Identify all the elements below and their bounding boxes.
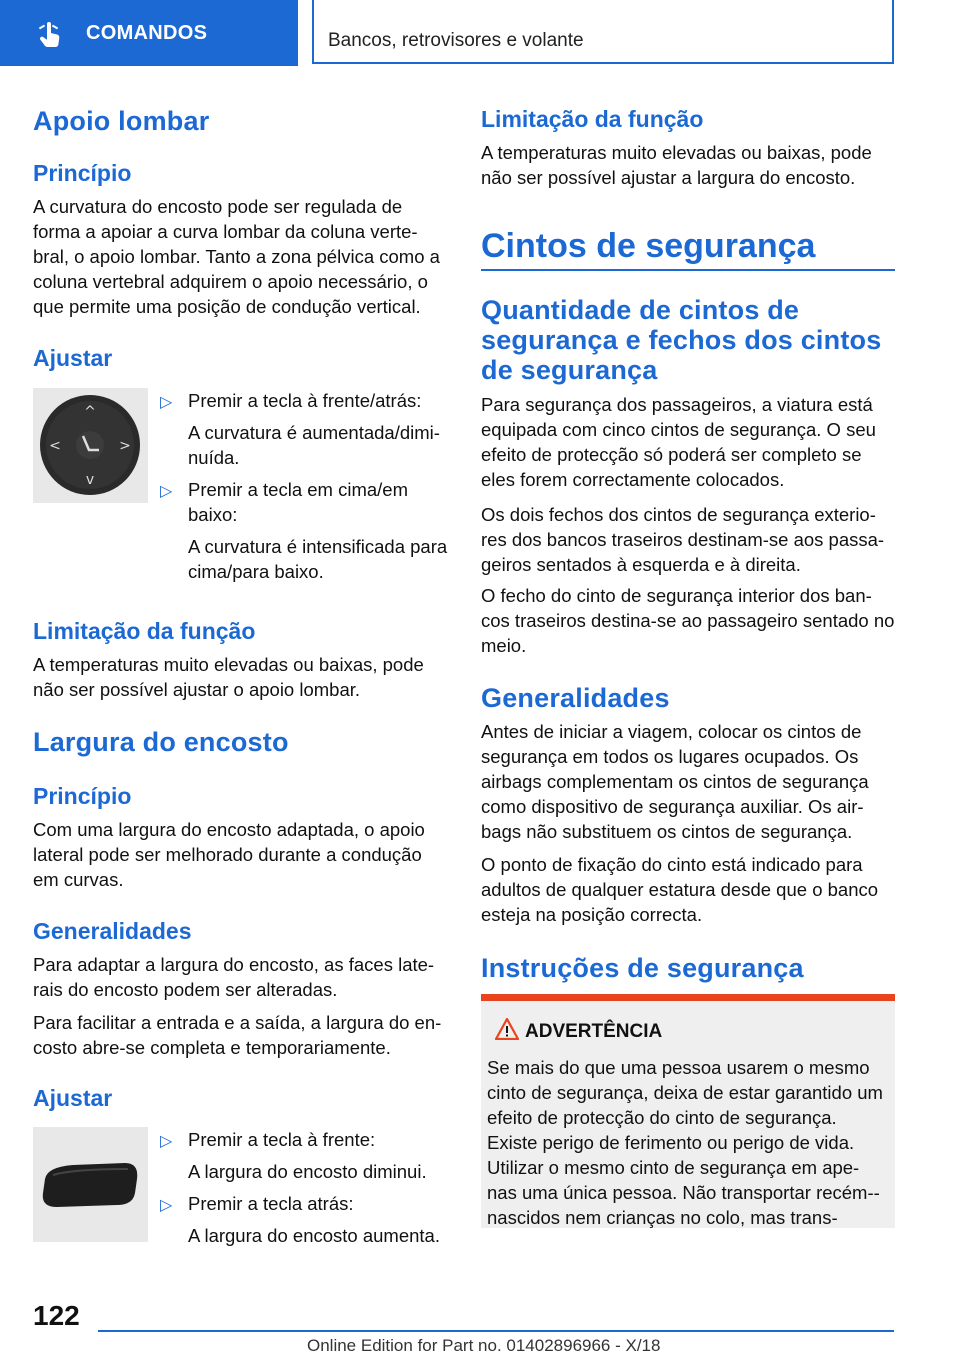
footer-edition: Online Edition for Part no. 01402896966 - X/18 (307, 1336, 661, 1355)
paragraph-principio-lombar: A curvatura do encosto pode ser regulada de forma a apoiar a curva lombar da coluna verte-bral, o apoio lombar. Tanto a zona pélvica como a coluna vertebral adquirem o apoio necessário, o que permite uma posição de condução vertical. (33, 196, 440, 317)
heading-cintos-seguranca: Cintos de segurança (481, 227, 816, 265)
width-control-image (33, 1127, 148, 1242)
heading-instrucoes-seguranca: Instruções de segurança (481, 953, 804, 983)
paragraph-quantidade-3: O fecho do cinto de segurança interior dos ban-cos traseiros destina-se ao passageiro sentado no meio. (481, 585, 895, 656)
paragraph-quantidade-1: Para segurança dos passageiros, a viatura está equipada com cinco cintos de segurança. O seu efeito de protecção só poderá ser completo se eles forem correctamente colocados. (481, 394, 876, 490)
step-item (160, 477, 450, 527)
warning-box (481, 994, 895, 1228)
heading-principio: Princípio (33, 160, 132, 186)
warning-title (481, 1021, 895, 1043)
triangle-bullet-icon: ▷ (160, 1133, 173, 1150)
section-rule (481, 269, 895, 271)
svg-text:<: < (49, 438, 61, 454)
paragraph-generalidades-1: Para adaptar a largura do encosto, as faces late-rais do encosto podem ser alteradas. (33, 954, 435, 1000)
step-action: Premir a tecla em cima/em baixo: (188, 479, 408, 525)
paragraph-principio-largura: Com uma largura do encosto adaptada, o apoio lateral pode ser melhorado durante a condução em curvas. (33, 819, 425, 890)
step-action: Premir a tecla à frente/atrás: (188, 390, 422, 411)
page-header (0, 0, 960, 66)
paragraph-quantidade-2: Os dois fechos dos cintos de segurança exterio-res dos bancos traseiros destinam-se aos passa-geiros sentados à esquerda e à direita. (481, 504, 885, 575)
paragraph-limitacao: A temperaturas muito elevadas ou baixas, pode não ser possível ajustar o apoio lombar. (33, 654, 424, 700)
heading-apoio-lombar: Apoio lombar (33, 106, 210, 136)
warning-bar (481, 994, 895, 1001)
step-result: A curvatura é aumentada/dimi-nuída. (188, 422, 440, 468)
triangle-bullet-icon: ▷ (160, 394, 173, 411)
width-steps (160, 1127, 450, 1255)
step-result: A curvatura é intensificada para cima/para baixo. (188, 536, 448, 582)
section-tab-label: COMANDOS (86, 22, 208, 44)
paragraph-generalidades-1: Antes de iniciar a viagem, colocar os cintos de segurança em todos os lugares ocupados. Os airbags complementam os cintos de segurança como dispositivo de segurança auxiliar. Os air-bags não substituem os cintos de segurança. (481, 721, 869, 842)
triangle-bullet-icon: ▷ (160, 483, 173, 500)
step-item (160, 388, 450, 413)
heading-limitacao: Limitação da função (481, 106, 704, 132)
heading-generalidades: Generalidades (33, 918, 192, 944)
svg-text:>: > (119, 438, 131, 454)
step-result: A largura do encosto aumenta. (188, 1225, 440, 1246)
step-item (160, 1127, 450, 1152)
heading-limitacao: Limitação da função (33, 618, 256, 644)
step-item (160, 1191, 450, 1216)
heading-ajustar: Ajustar (33, 345, 113, 371)
section-tab (0, 0, 298, 66)
step-action: Premir a tecla à frente: (188, 1129, 376, 1150)
warning-text: Se mais do que uma pessoa usarem o mesmo cinto de segurança, deixa de estar garantido um efeito de protecção do cinto de segurança. Existe perigo de ferimento ou perigo de vida. Utilizar o mesmo cinto de segurança em ape-nas uma única pessoa. Não transportar recém--nascidos nem crianças no colo, mas trans- (487, 1057, 883, 1228)
heading-ajustar: Ajustar (33, 1085, 113, 1111)
heading-quantidade-cintos: Quantidade de cintos de segurança e fechos dos cintos de segurança (481, 295, 882, 385)
paragraph-generalidades-2: Para facilitar a entrada e a saída, a largura do en-costo abre-se completa e temporariamente. (33, 1012, 442, 1058)
paragraph-generalidades-2: O ponto de fixação do cinto está indicado para adultos de qualquer estatura desde que o banco esteja na posição correcta. (481, 854, 879, 925)
hand-pointer-icon (38, 22, 64, 48)
page-number: 122 (33, 1300, 80, 1331)
heading-generalidades: Generalidades (481, 683, 670, 713)
lumbar-control-image (33, 388, 148, 503)
step-action: Premir a tecla atrás: (188, 1193, 354, 1214)
paragraph-limitacao-largura: A temperaturas muito elevadas ou baixas, pode não ser possível ajustar a largura do encosto. (481, 142, 872, 188)
svg-text:^: ^ (84, 404, 96, 420)
warning-title-text: ADVERTÊNCIA (525, 1021, 663, 1042)
triangle-bullet-icon: ▷ (160, 1197, 173, 1214)
footer-rule (98, 1330, 894, 1332)
step-result: A largura do encosto diminui. (188, 1161, 427, 1182)
chapter-box (312, 0, 894, 64)
warning-triangle-icon (495, 1018, 519, 1040)
heading-largura-encosto: Largura do encosto (33, 727, 289, 757)
heading-principio: Princípio (33, 783, 132, 809)
svg-text:v: v (85, 472, 95, 488)
chapter-title: Bancos, retrovisores e volante (328, 30, 584, 51)
lumbar-steps (160, 388, 450, 591)
